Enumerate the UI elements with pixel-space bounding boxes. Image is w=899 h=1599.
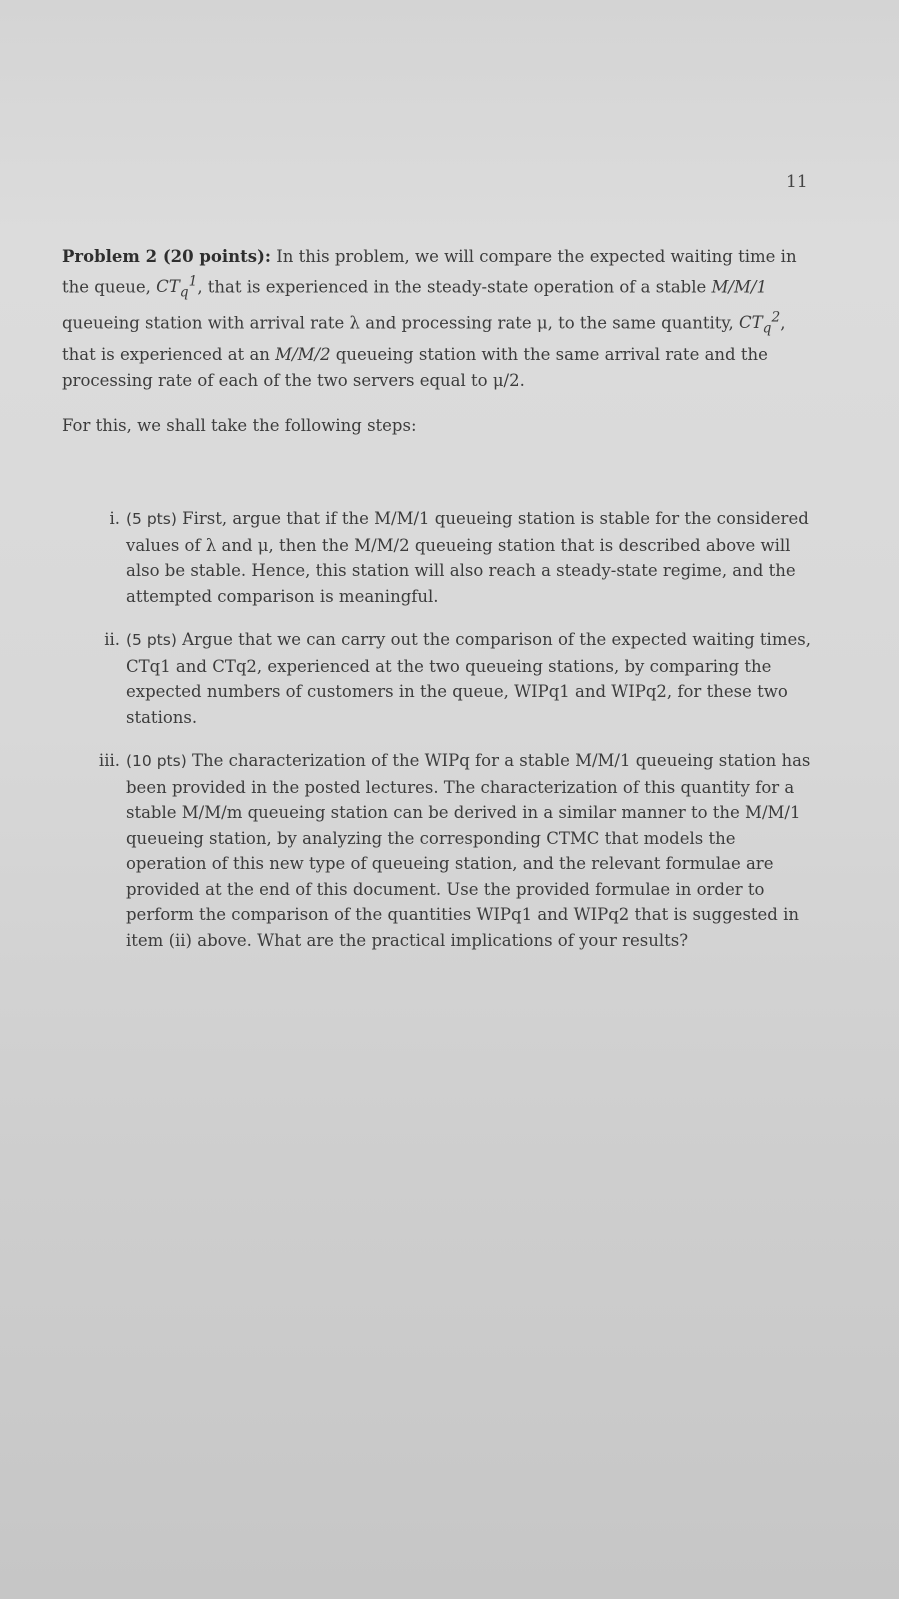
list-item — [90, 748, 816, 953]
item-number: i. — [109, 509, 120, 528]
item-text: First, argue that if the M/M/1 queueing station is stable for the considered values of λ and μ, then the M/M/2 queueing station that is described above will also be stable. Hence, this station will also reach a steady-state regime, and the attempted comparison is meaningful. — [126, 509, 809, 606]
intro-text-4: , that is experienced at an — [62, 313, 786, 365]
intro-text-2: , that is experienced in the steady-state operation of a stable — [197, 277, 712, 296]
item-number: ii. — [104, 630, 120, 649]
item-body — [126, 506, 816, 609]
item-points: (5 pts) — [126, 510, 177, 528]
mm2-symbol: M/M/2 — [275, 345, 331, 365]
item-text: The characterization of the WIPq for a stable M/M/1 queueing station has been provided in the posted lectures. The characterization of this quantity for a stable M/M/m queueing station can be derived in a similar manner to the M/M/1 queueing station, by analyzing the corresponding CTMC that models the operation of this new type of queueing station, and the relevant formulae are provided at the end of this document. Use the provided formulae in order to perform the comparison of the quantities WIPq1 and WIPq2 that is suggested in item (ii) above. What are the practical implications of your results? — [126, 751, 811, 950]
problem-heading: Problem 2 (20 points): — [62, 247, 271, 266]
steps-list — [90, 506, 816, 971]
intro-text-1: In this problem, we will compare the expected waiting time in the queue, — [62, 247, 797, 296]
list-item — [90, 506, 816, 609]
problem-intro — [62, 244, 814, 393]
item-body — [126, 748, 816, 953]
steps-lead: For this, we shall take the following steps: — [62, 416, 417, 436]
mm1-symbol: M/M/1 — [711, 277, 767, 296]
problem-statement — [62, 244, 814, 439]
item-points: (10 pts) — [126, 752, 187, 770]
item-points: (5 pts) — [126, 631, 177, 649]
intro-text-5: queueing station with the same arrival rate and the processing rate of each of the two servers equal to μ/2. — [62, 345, 768, 390]
ctq2-symbol: $CT_q^2$ — [738, 309, 781, 337]
page-number: 11 — [786, 172, 808, 192]
list-item — [90, 627, 816, 730]
item-body — [126, 627, 816, 730]
intro-text-3: queueing station with arrival rate λ and processing rate μ, to the same quantity, — [62, 313, 739, 333]
item-text: Argue that we can carry out the comparison of the expected waiting times, CTq1 and CTq2, experienced at the two queueing stations, by comparing the expected numbers of customers in the queue, WIPq1 and WIPq2, for these two stations. — [126, 630, 811, 727]
item-number: iii. — [98, 751, 120, 770]
ctq1-symbol: $CT_q^1$ — [156, 273, 198, 301]
